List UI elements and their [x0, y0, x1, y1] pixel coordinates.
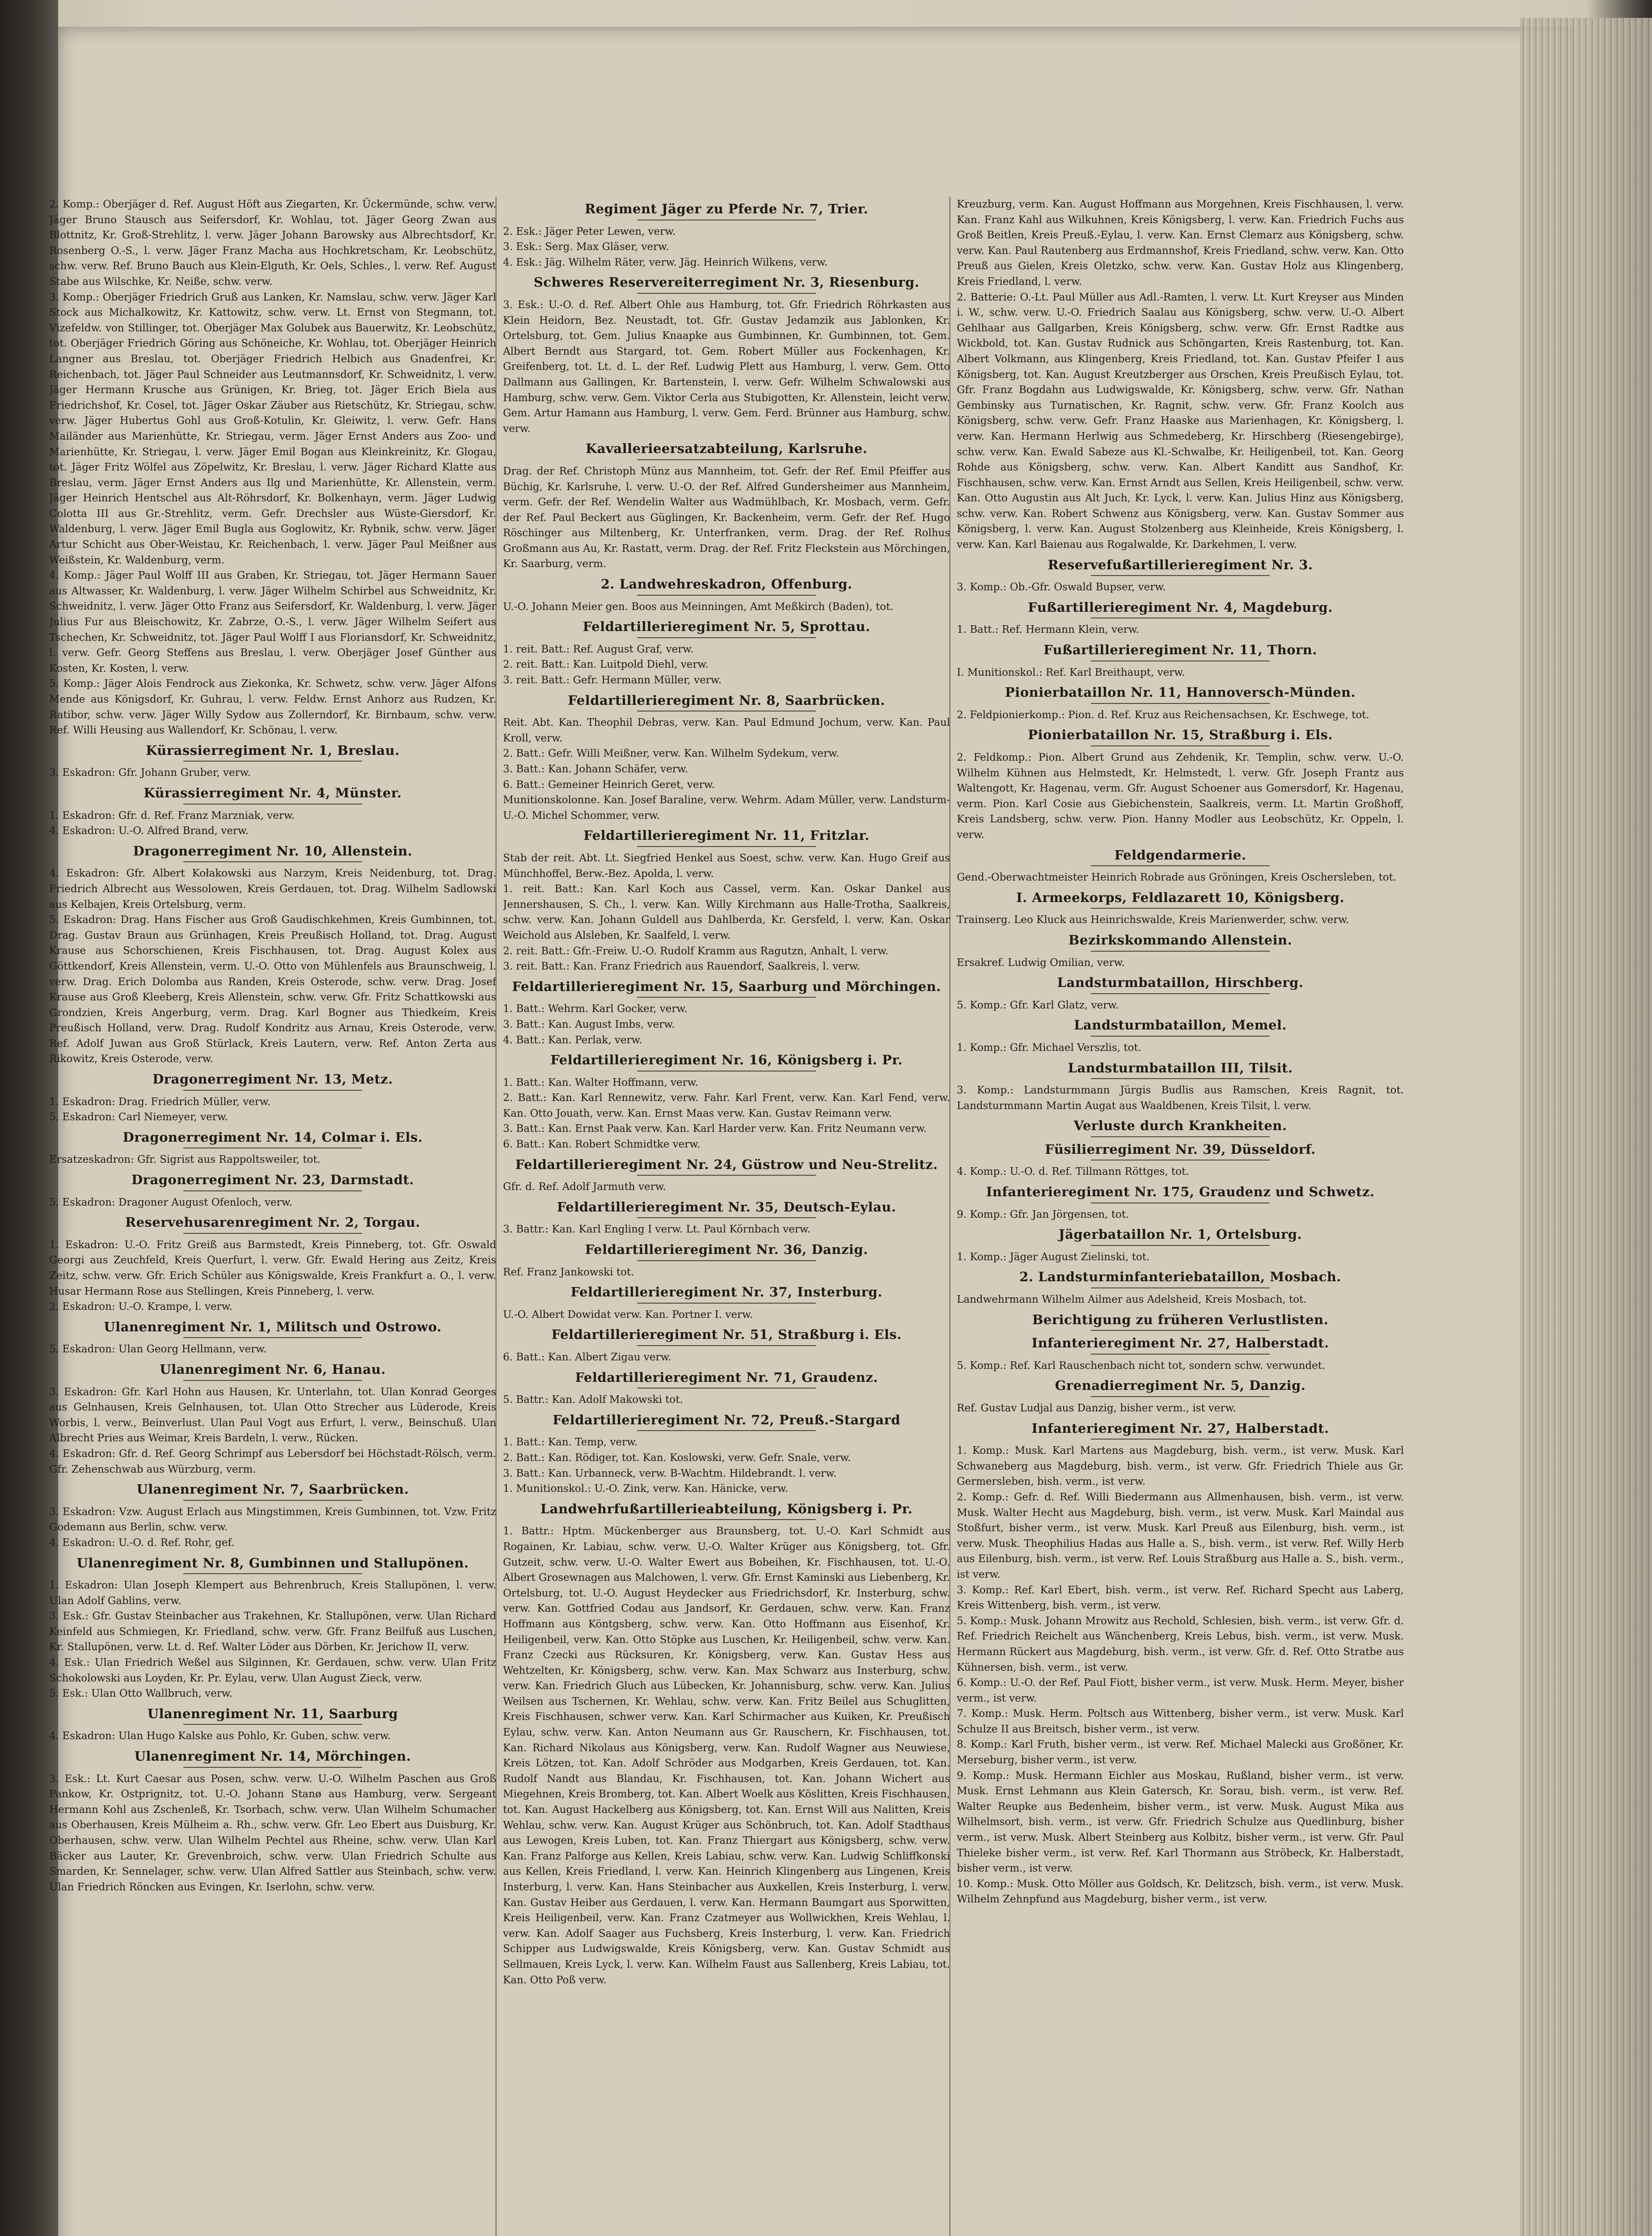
casualty-entry: 5. Komp.: Ref. Karl Rauschenbach nicht tot, sondern schw. verwundet.: [957, 1359, 1326, 1372]
casualty-entry: Gend.-Oberwachtmeister Heinrich Robrade aus Gröningen, Kreis Oschersleben, tot.: [957, 872, 1397, 884]
casualty-entry: 4. Esk.: Ulan Friedrich Weßel aus Silginnen, Kr. Gerdauen, schw. verw. Ulan Fritz Schokolowski aus Loyden, Kr. Pr. Eylau, verw. Ulan August Zieck, verw.: [49, 1657, 496, 1684]
casualty-entry: I. Munitionskol.: Ref. Karl Breithaupt, verw.: [957, 666, 1185, 678]
section-heading: Ulanenregiment Nr. 1, Militsch und Ostrowo.: [104, 1319, 442, 1334]
casualty-entry: 3. reit. Batt.: Gefr. Hermann Müller, verw.: [503, 674, 722, 686]
heading-rule: [183, 1380, 362, 1381]
heading-rule: [1091, 1136, 1270, 1137]
casualty-entry: 2. Batt.: Gefr. Willi Meißner, verw. Kan. Wilhelm Sydekum, verw.: [503, 748, 840, 760]
section-heading: I. Armeekorps, Feldlazarett 10, Königsberg.: [1016, 889, 1345, 905]
casualty-entry: 4. Eskadron: Gfr. d. Ref. Georg Schrimpf aus Lebersdorf bei Höchstadt-Rölsch, verm. Gfr. Zehenschwab aus Würzburg, verm.: [49, 1448, 496, 1475]
section-heading: Kürassierregiment Nr. 1, Breslau.: [146, 742, 400, 758]
heading-rule: [637, 1388, 816, 1389]
casualty-entry: 3. Komp.: Oberjäger Friedrich Gruß aus Lanken, Kr. Namslau, schw. verw. Jäger Karl Stock aus Michalkowitz, Kr. Kattowitz, schw. verw. Lt. Ernst von Stegmann, tot. Vizefeldw. von Stillinger, tot. Oberjäger Max Golubek aus Bauerwitz, Kr. Leobschütz, tot. Oberjäger Friedrich Göring aus Schöneiche, Kr. Wohlau, tot. Oberjäger Heinrich Langner aus Breslau, tot. Oberjäger Friedrich Helbich aus Gnadenfrei, Kr. Reichenbach, tot. Jäger Paul Schneider aus Leutmannsdorf, Kr. Schweidnitz, l. verw. Jäger Hermann Krusche aus Grünigen, Kr. Brieg, tot. Jäger Erich Biela aus Friedrichshof, Kr. Cosel, tot. Jäger Oskar Zäuber aus Rietschütz, Kr. Striegau, schw. verw. Jäger Hubertus Gohl aus Groß-Kotulin, Kr. Gleiwitz, l. verw. Gefr. Hans Mailänder aus Marienhütte, Kr. Striegau, verm. Jäger Ernst Anders aus Zoo- und Marienhütte, Kr. Striegau, l. verw. Jäger Emil Bogan aus Kleinkreinitz, Kr. Glogau, tot. Jäger Fritz Wölfel aus Zöpelwitz, Kr. Breslau, l. verw. Jäger Richard Klatte aus Breslau, verm. Jäger Ernst Anders aus Ilg und Marienhütte, Kr. Allenstein, verm. Jäger Heinrich Hentschel aus Alt-Röhrsdorf, Kr. Bolkenhayn, verm. Jäger Ludwig Colotta III aus Gr.-Strehlitz, verm. Gefr. Drechsler aus Wüste-Giersdorf, Kr. Waldenburg, l. verw. Jäger Emil Bugla aus Goglowitz, Kr. Rybnik, schw. verw. Jäger Artur Schicht aus Ober-Weistau, Kr. Reichenbach, l. verw. Jäger Paul Meißner aus Weißstein, Kr. Waldenburg, verm.: [49, 291, 496, 566]
casualty-entry: 5. Eskadron: Dragoner August Ofenloch, verw.: [49, 1196, 292, 1208]
casualty-entry: 3. Batt.: Kan. August Imbs, verw.: [503, 1018, 675, 1030]
casualty-entry: 1. Komp.: Gfr. Michael Verszlis, tot.: [957, 1042, 1141, 1054]
section-heading: Dragonerregiment Nr. 13, Metz.: [152, 1071, 393, 1087]
heading-rule: [183, 1500, 362, 1501]
casualty-entry: 4. Eskadron: Gfr. Albert Kołakowski aus Narzym, Kreis Neidenburg, tot. Drag. Friedrich Albrecht aus Wessolowen, Kreis Gerdauen, tot. Drag. Wilhelm Sadlowski aus Kelbajen, Kreis Ortelsburg, verm.: [49, 868, 496, 910]
casualty-entry: 1. Eskadron: Drag. Friedrich Müller, verw.: [49, 1096, 271, 1108]
casualty-entry: 2. Komp.: Oberjäger d. Ref. August Höft aus Ziegarten, Kr. Ückermünde, schw. verw. Jäger Bruno Stausch aus Seifersdorf, Kr. Wohlau, tot. Jäger Georg Zwan aus Blottnitz, Kr. Groß-Strehlitz, l. verw. Jäger Johann Barowsky aus Albrechtsdorf, Kr. Rosenberg O.-S., l. verw. Jäger Franz Macha aus Hochkretscham, Kr. Leobschütz, schw. verw. Ref. Bruno Bauch aus Klein-Elguth, Kr. Oels, Schles., l. verw. Ref. August Stabe aus Wilschke, Kr. Neiße, schw. verw.: [49, 199, 496, 288]
section-heading: Feldartillerieregiment Nr. 35, Deutsch-Eylau.: [557, 1199, 896, 1215]
section-heading: Berichtigung zu früheren Verlustlisten.: [1032, 1312, 1329, 1327]
section-heading: Landwehrfußartillerieabteilung, Königsberg i. Pr.: [540, 1501, 913, 1516]
section-heading: Feldartillerieregiment Nr. 24, Güstrow und Neu-Strelitz.: [515, 1156, 938, 1172]
casualty-entry: 3. Battr.: Kan. Karl Engling I verw. Lt. Paul Körnbach verw.: [503, 1224, 811, 1236]
casualty-entry: Ref. Gustav Ludjal aus Danzig, bisher verm., ist verw.: [957, 1402, 1236, 1414]
section-heading: Bezirkskommando Allenstein.: [1068, 932, 1293, 948]
casualty-entry: 4. Eskadron: U.-O. d. Ref. Rohr, gef.: [49, 1537, 235, 1549]
heading-rule: [183, 1233, 362, 1234]
casualty-entry: 1. Batt.: Kan. Temp, verw.: [503, 1436, 638, 1448]
section-heading: Feldartillerieregiment Nr. 72, Preuß.-Stargard: [553, 1412, 900, 1427]
heading-rule: [1091, 1439, 1270, 1440]
section-heading: Ulanenregiment Nr. 7, Saarbrücken.: [136, 1482, 409, 1497]
section-heading: Verluste durch Krankheiten.: [1073, 1118, 1287, 1134]
section-heading: Jägerbataillon Nr. 1, Ortelsburg.: [1058, 1227, 1302, 1242]
heading-rule: [1091, 1036, 1270, 1037]
casualty-entry: Ersatzeskadron: Gfr. Sigrist aus Rappoltsweiler, tot.: [49, 1154, 321, 1166]
casualty-entry: 1. Eskadron: Gfr. d. Ref. Franz Marzniak, verw.: [49, 809, 295, 822]
heading-rule: [637, 293, 816, 294]
casualty-entry: 5. Komp.: Jäger Alois Fendrock aus Ziekonka, Kr. Schwetz, schw. verw. Jäger Alfons Mende aus Königsdorf, Kr. Guhrau, l. verw. Feldw. Ernst Anhorz aus Rudzen, Kr. Ratibor, schw. verw. Jäger Willy Sydow aus Zollerndorf, Kr. Birnbaum, schw. verw. Ref. Willi Heusing aus Wallendorf, Kr. Schönau, l. verw.: [49, 678, 496, 737]
column-middle: [503, 197, 950, 2236]
column-left: [49, 197, 496, 2236]
casualty-entry: Ersakref. Ludwig Omilian, verw.: [957, 957, 1125, 969]
casualty-entry: 6. Komp.: U.-O. der Ref. Paul Fiott, bisher verm., ist verw. Musk. Herm. Meyer, bisher verm., ist verw.: [957, 1677, 1404, 1704]
casualty-entry: 4. Eskadron: Ulan Hugo Kalske aus Pohlo, Kr. Guben, schw. verw.: [49, 1730, 391, 1742]
casualty-entry: 6. Batt.: Kan. Albert Zigau verw.: [503, 1351, 672, 1363]
section-heading: Feldartillerieregiment Nr. 11, Fritzlar.: [583, 828, 870, 843]
casualty-entry: 1. Eskadron: Ulan Joseph Klempert aus Behrenbruch, Kreis Stallupönen, l. verw. Ulan Adolf Gablins, verw.: [49, 1580, 496, 1607]
section-heading: Dragonerregiment Nr. 14, Colmar i. Els.: [123, 1129, 423, 1145]
casualty-entry: 3. Komp.: Ob.-Gfr. Oswald Bupser, verw.: [957, 581, 1166, 593]
casualty-entry: 1. Batt.: Wehrm. Karl Gocker, verw.: [503, 1003, 688, 1015]
casualty-entry: 3. reit. Batt.: Kan. Franz Friedrich aus Rauendorf, Saalkreis, l. verw.: [503, 961, 860, 973]
casualty-entry: 1. Eskadron: U.-O. Fritz Greiß aus Barmstedt, Kreis Pinneberg, tot. Gfr. Oswald Georgi aus Zeuchfeld, Kreis Querfurt, l. verw. Gfr. Ewald Hering aus Zeitz, Kreis Zeitz, schw. verw. Gfr. Erich Schüler aus Königswalde, Kreis Frankfurt a. O., l. verw. Husar Hermann Rose aus Stellingen, Kreis Pinneberg, l. verw.: [49, 1239, 496, 1297]
casualty-entry: 4. Komp.: Jäger Paul Wolff III aus Graben, Kr. Striegau, tot. Jäger Hermann Sauer aus Altwasser, Kr. Waldenburg, l. verw. Jäger Wilhelm Schirbel aus Schweidnitz, Kr. Schweidnitz, l. verw. Jäger Otto Franz aus Seifersdorf, Kr. Waldenburg, l. verw. Jäger Julius Fur aus Bleischowitz, Kr. Zabrze, O.-S., l. verw. Jäger Wilhelm Seifert aus Tschechen, Kr. Schweidnitz, tot. Jäger Paul Wolff I aus Floriansdorf, Kr. Schweidnitz, l. verw. Gefr. Georg Steffens aus Breslau, l. verw. Oberjäger Josef Günther aus Kosten, Kr. Kosten, l. verw.: [49, 570, 496, 674]
heading-rule: [1091, 703, 1270, 704]
heading-rule: [1091, 993, 1270, 994]
section-heading: Feldartillerieregiment Nr. 71, Graudenz.: [575, 1369, 878, 1385]
section-heading: Regiment Jäger zu Pferde Nr. 7, Trier.: [584, 201, 869, 216]
section-heading: Feldartillerieregiment Nr. 36, Danzig.: [585, 1242, 868, 1258]
casualty-entry: 2. Feldkomp.: Pion. Albert Grund aus Zehdenik, Kr. Templin, schw. verw. U.-O. Wilhelm Kühnen aus Helmstedt, Kr. Helmstedt, l. verw. Gfr. Joseph Frantz aus Waltengott, Kr. Hagenau, verm. Gfr. August Schoener aus Gomersdorf, Kr. Hagenau, verm. Pion. Karl Cosie aus Giebichenstein, Saalkreis, verm. Lt. Martin Großhoff, Kreis Landsberg, schw. verw. Pion. Hanny Modler aus Leobschütz, Kr. Oppeln, l. verw.: [957, 752, 1404, 841]
casualty-entry: 3. Komp.: Landsturmmann Jürgis Budlis aus Ramschen, Kreis Ragnit, tot. Landsturmmann Martin Augat aus Waaldbenen, Kreis Tilsit, l. verw.: [957, 1084, 1404, 1112]
section-heading: Reservefußartillerieregiment Nr. 3.: [1048, 557, 1313, 572]
section-heading: Pionierbataillon Nr. 11, Hannoversch-Münden.: [1005, 685, 1356, 700]
casualty-entry: 2. Komp.: Gefr. d. Ref. Willi Biedermann aus Allmenhausen, bish. verm., ist verw. Musk. Walter Hecht aus Magdeburg, bish. verm., ist verw. Musk. Karl Maindal aus Stoßfurt, bisher verm., ist verw. Musk. Karl Preuß aus Eilenburg, bish. verm., ist verw. Musk. Theophilius Hadas aus Halle a. S., bish. verm., ist verw. Ref. Willy Herb aus Eilenburg, bish. verm., ist verw. Ref. Louis Straßburg aus Halle a. S., bish. verm., ist verw.: [957, 1491, 1404, 1580]
heading-rule: [1091, 575, 1270, 576]
casualty-entry: 3. Batt.: Kan. Ernst Paak verw. Kan. Karl Harder verw. Kan. Fritz Neumann verw.: [503, 1123, 927, 1135]
section-heading: Infanterieregiment Nr. 27, Halberstadt.: [1031, 1420, 1329, 1436]
section-heading: Infanterieregiment Nr. 175, Graudenz und Schwetz.: [986, 1184, 1375, 1200]
section-heading: Grenadierregiment Nr. 5, Danzig.: [1055, 1378, 1306, 1393]
section-heading: Landsturmbataillon, Hirschberg.: [1057, 975, 1304, 991]
casualty-entry: U.-O. Albert Dowidat verw. Kan. Portner I. verw.: [503, 1309, 753, 1321]
heading-rule: [183, 1190, 362, 1191]
heading-rule: [183, 1767, 362, 1768]
section-heading: Kavallerieersatzabteilung, Karlsruhe.: [585, 441, 868, 457]
casualty-entry: 10. Komp.: Musk. Otto Möller aus Goldsch, Kr. Delitzsch, bish. verm., ist verw. Musk. Wilhelm Zehnpfund aus Magdeburg, bisher verm., ist verw.: [957, 1878, 1404, 1906]
heading-rule: [637, 1217, 816, 1218]
casualty-entry: 1. Batt.: Kan. Walter Hoffmann, verw.: [503, 1076, 698, 1088]
casualty-entry: 4. Komp.: U.-O. d. Ref. Tillmann Röttges, tot.: [957, 1166, 1189, 1178]
heading-rule: [183, 761, 362, 762]
casualty-entry: 3. Esk.: Serg. Max Gläser, verw.: [503, 241, 669, 253]
heading-rule: [637, 1345, 816, 1346]
section-heading: Dragonerregiment Nr. 10, Allenstein.: [133, 843, 413, 859]
casualty-entry: 2. Batt.: Kan. Karl Rennewitz, verw. Fahr. Karl Frent, verw. Kan. Karl Fend, verw. Kan. Otto Jouath, verw. Kan. Ernst Maas verw. Kan. Gustav Reimann verw.: [503, 1092, 950, 1119]
section-heading: Feldartillerieregiment Nr. 15, Saarburg und Mörchingen.: [512, 978, 941, 994]
heading-rule: [637, 1260, 816, 1261]
casualty-entry: Landwehrmann Wilhelm Ailmer aus Adelsheid, Kreis Mosbach, tot.: [957, 1294, 1307, 1306]
casualty-entry: 5. Komp.: Gfr. Karl Glatz, verw.: [957, 999, 1119, 1011]
casualty-entry: 3. Eskadron: Gfr. Johann Gruber, verw.: [49, 767, 251, 779]
casualty-entry: 3. Eskadron: Gfr. Karl Hohn aus Hausen, Kr. Unterlahn, tot. Ulan Konrad Georges aus Gelnhausen, Kreis Gelnhausen, tot. Ulan Otto Strecher aus Lüderode, Kreis Worbis, l. verw., Beinverlust. Ulan Paul Vogt aus Erfurt, l. verw., Beinschuß. Ulan Albrecht Pries aus Weimar, Kreis Bardeln, l. verw., Rücken.: [49, 1386, 496, 1444]
heading-rule: [183, 1573, 362, 1574]
section-heading: Feldartillerieregiment Nr. 37, Insterburg.: [570, 1284, 883, 1300]
heading-rule: [183, 861, 362, 862]
heading-rule: [183, 1724, 362, 1725]
heading-rule: [637, 1303, 816, 1304]
heading-rule: [1091, 1330, 1270, 1331]
casualty-entry: 3. Esk.: Lt. Kurt Caesar aus Posen, schw. verw. U.-O. Wilhelm Paschen aus Groß Pankow, Kr. Ostprignitz, tot. U.-O. Johann Stanø aus Hamburg, verw. Sergeant Hermann Kohl aus Zschenleß, Kr. Tsorbach, schw. verw. Ulan Wilhelm Schumacher aus Oberhausen, Kreis Mülheim a. Rh., schw. verw. Gfr. Leo Ebert aus Duisburg, Kr. Oberhausen, schw. verw. Ulan Wilhelm Pechtel aus Rheine, schw. verw. Ulan Karl Bäcker aus Lauter, Kr. Grevenbroich, schw. verw. Ulan Friedrich Schulte aus Smarden, Kr. Sennelager, schw. verw. Ulan Alfred Sattler aus Steinbach, schw. verw. Ulan Friedrich Röncken aus Evingen, Kr. Iserlohn, schw. verw.: [49, 1773, 496, 1893]
section-heading: Fußartillerieregiment Nr. 4, Magdeburg.: [1028, 599, 1333, 615]
casualty-entry: 4. Batt.: Kan. Perlak, verw.: [503, 1034, 642, 1046]
section-heading: Kürassierregiment Nr. 4, Münster.: [144, 785, 402, 800]
casualty-entry: Drag. der Ref. Christoph Münz aus Mannheim, tot. Gefr. der Ref. Emil Pfeiffer aus Büchig, Kr. Karlsruhe, l. verw. U.-O. der Ref. Alfred Gundersheimer aus Mannheim, verm. Gefr. der Ref. Wendelin Walter aus Wadmühlbach, Kr. Mosbach, verm. Gefr. der Ref. Paul Beckert aus Güglingen, Kr. Backenheim, verm. Gefr. der Ref. Hugo Röschinger aus Miltenberg, Kr. Unterfranken, verm. Drag. der Ref. Rolhus Großmann aus Au, Kr. Rastatt, verm. Drag. der Ref. Fritz Fleckstein aus Mörchingen, Kr. Saarburg, verm.: [503, 465, 950, 570]
casualty-entry: 9. Komp.: Musk. Hermann Eichler aus Moskau, Rußland, bisher verm., ist verw. Musk. Ernst Lehmann aus Klein Gatersch, Kr. Sorau, bish. verm., ist verw. Ref. Walter Reupke aus Bedenheim, bisher verm., ist verw. Musk. August Mika aus Wilhelmsort, bish. verm., ist verw. Gfr. Friedrich Schulze aus Quedlinburg, bisher verm., ist verw. Musk. Albert Steinberg aus Kolbitz, bisher verm., ist verw. Gfr. Paul Thieleke bisher verm., ist verw. Ref. Karl Thormann aus Ströbeck, Kr. Halberstadt, bisher verm., ist verw.: [957, 1770, 1404, 1875]
casualty-entry: 4. Esk.: Jäg. Wilhelm Räter, verw. Jäg. Heinrich Wilkens, verw.: [503, 256, 828, 268]
heading-rule: [637, 1430, 816, 1431]
section-heading: Pionierbataillon Nr. 15, Straßburg i. Els.: [1028, 727, 1333, 743]
section-heading: Dragonerregiment Nr. 23, Darmstadt.: [131, 1172, 414, 1188]
casualty-entry: 1. Komp.: Musk. Karl Martens aus Magdeburg, bish. verm., ist verw. Musk. Karl Schwaneberg aus Magdeburg, bish. verm., ist verw. Gfr. Friedrich Thiele aus Gr. Germersleben, bish. verm., ist verw.: [957, 1445, 1404, 1488]
casualty-entry: 6. Batt.: Kan. Robert Schmidtke verw.: [503, 1139, 701, 1151]
casualty-entry: 3. Eskadron: Vzw. August Erlach aus Mingstimmen, Kreis Gumbinnen, tot. Vzw. Fritz Godemann aus Berlin, schw. verw.: [49, 1506, 496, 1533]
section-heading: 2. Landsturminfanteriebataillon, Mosbach.: [1019, 1269, 1341, 1285]
casualty-entry: 9. Komp.: Gfr. Jan Jörgensen, tot.: [957, 1208, 1129, 1220]
section-heading: Landsturmbataillon III, Tilsit.: [1068, 1060, 1293, 1076]
casualty-entry: 4. Eskadron: U.-O. Alfred Brand, verw.: [49, 825, 249, 837]
heading-rule: [1091, 865, 1270, 866]
section-heading: Ulanenregiment Nr. 11, Saarburg: [147, 1706, 398, 1721]
casualty-entry: Ref. Franz Jankowski tot.: [503, 1266, 634, 1278]
casualty-entry: 3. Batt.: Kan. Johann Schäfer, verw.: [503, 763, 688, 775]
casualty-entry: 1. Munitionskol.: U.-O. Zink, verw. Kan. Hänicke, verw.: [503, 1483, 788, 1495]
casualty-entry: 3. Batt.: Kan. Urbanneck, verw. B-Wachtm. Hildebrandt. l. verw.: [503, 1467, 837, 1479]
casualty-entry: Gfr. d. Ref. Adolf Jarmuth verw.: [503, 1181, 666, 1193]
casualty-entry: 8. Komp.: Karl Fruth, bisher verm., ist verw. Ref. Michael Malecki aus Großöner, Kr. Merseburg, bisher verm., ist verw.: [957, 1739, 1404, 1766]
section-heading: Feldartillerieregiment Nr. 16, Königsberg i. Pr.: [550, 1052, 903, 1068]
casualty-entry: 5. Battr.: Kan. Adolf Makowski tot.: [503, 1394, 683, 1406]
section-heading: Feldgendarmerie.: [1114, 847, 1246, 863]
heading-rule: [1091, 1396, 1270, 1397]
heading-rule: [637, 846, 816, 847]
section-heading: Füsilierregiment Nr. 39, Düsseldorf.: [1045, 1141, 1316, 1157]
heading-rule: [183, 804, 362, 805]
casualty-entry: 3. Esk.: U.-O. d. Ref. Albert Ohle aus Hamburg, tot. Gfr. Friedrich Röhrkasten aus Klein Heidorn, Bez. Neustadt, tot. Gfr. Gustav Jedamzik aus Jablonken, Kr. Ortelsburg, tot. Gem. Julius Knaapke aus Gumbinnen, Kr. Gumbinnen, tot. Gem. Albert Berndt aus Stargard, tot. Gem. Robert Müller aus Fockenhagen, Kr. Greifenberg, tot. Lt. d. L. der Ref. Ludwig Plett aus Hamburg, l. verw. Gem. Otto Dallmann aus Gallingen, Kr. Bartenstein, l. verw. Gefr. Wilhelm Schwalowski aus Hamburg, schw. verw. Gem. Viktor Cerla aus Stubigotten, Kr. Allenstein, leicht verw. Gem. Artur Hamann aus Hamburg, l. verw. Gem. Ferd. Brünner aus Hamburg, schw. verw.: [503, 299, 950, 435]
heading-rule: [1091, 1354, 1270, 1355]
section-heading: Landsturmbataillon, Memel.: [1073, 1017, 1287, 1033]
page-edges: [1520, 18, 1652, 2236]
heading-rule: [637, 1519, 816, 1520]
casualty-entry: 5. Eskadron: Carl Niemeyer, verw.: [49, 1111, 228, 1123]
casualty-entry: 3. Komp.: Ref. Karl Ebert, bish. verm., ist verw. Ref. Richard Specht aus Laberg, Kreis Wittenberg, bish. verm., ist verw.: [957, 1584, 1404, 1612]
heading-rule: [637, 997, 816, 998]
casualty-entry: 2. Eskadron: U.-O. Krampe, l. verw.: [49, 1301, 232, 1313]
casualty-entry: 6. Batt.: Gemeiner Heinrich Geret, verw.: [503, 779, 715, 791]
heading-rule: [1091, 1287, 1270, 1288]
heading-rule: [1091, 951, 1270, 952]
casualty-entry: 2. Feldpionierkomp.: Pion. d. Ref. Kruz aus Reichensachsen, Kr. Eschwege, tot.: [957, 709, 1369, 721]
casualty-entry: 1. Batt.: Ref. Hermann Klein, verw.: [957, 624, 1139, 636]
casualty-entry: 1. Battr.: Hptm. Mückenberger aus Braunsberg, tot. U.-O. Karl Schmidt aus Rogainen, Kr. Labiau, schw. verw. U.-O. Walter Krüger aus Königsberg, tot. Gfr. Gutzeit, schw. verw. U.-O. Walter Ewert aus Bobeihen, Kr. Fischhausen, tot. U.-O. Albert Grosewnagen aus Malchowen, l. verw. Gfr. Ernst Kaminski aus Liebenberg, Kr. Ortelsburg, tot. U.-O. August Heydecker aus Friedrichsdorf, Kr. Insterburg, schw. verw. Kan. Gottfried Codau aus Jandsorf, Kr. Gerdauen, schw. verw. Kan. Franz Hoffmann aus Köntgsberg, schw. verw. Kan. Otto Hoffmann aus Eisenhof, Kr. Heiligenbeil, verw. Kan. Otto Stöpke aus Luschen, Kr. Heiligenbeil, schw. verw. Kan. Franz Czecki aus Rücksuren, Kr. Königsberg, verw. Kan. Gustav Hess aus Wehtzelten, Kr. Königsberg, schw. verw. Kan. Max Schwarz aus Insterburg, schw. verw. Kan. Friedrich Gluch aus Lübecken, Kr. Johannisburg, schw. verw. Kan. Julius Weilsen aus Tschernen, Kr. Wehlau, schw. verw. Kan. Fritz Beilel aus Schuglitten, Kreis Fischhausen, schwer verw. Kan. Karl Schirmacher aus Kuiken, Kr. Preußisch Eylau, schw. verw. Kan. Anton Neumann aus Gr. Rauschern, Kr. Fischhausen, tot. Kan. Richard Nikolaus aus Königsberg, verw. Kan. Rudolf Wagner aus Neuwiese, Kreis Lötzen, tot. Kan. Adolf Schröder aus Modgarben, Kreis Gerdauen, tot. Kan. Rudolf Nandt aus Blandau, Kr. Fischhausen, tot. Kan. Johann Wichert aus Miegehnen, Kreis Bromberg, tot. Kan. Albert Woelk aus Köslitten, Kreis Fischhausen, tot. Kan. August Hackelberg aus Königsberg, tot. Kan. Ernst Will aus Nalitten, Kreis Wehlau, schw. verw. Kan. August Krüger aus Schönbruch, tot. Kan. Adolf Stadthaus aus Lewogen, Kreis Luben, tot. Kan. Franz Thiergart aus Königsberg, schw. verw. Kan. Franz Palforge aus Kellen, Kreis Labiau, schw. verw. Kan. Ludwig Schliffkonski aus Kellen, Kreis Friedland, l. verw. Kan. Heinrich Klingenberg aus Lingenen, Kreis Insterburg, l. verw. Kan. Hans Steinbacher aus Auxkellen, Kreis Insterburg, l. verw. Kan. Gustav Heiber aus Gerdauen, l. verw. Kan. Hermann Baumgart aus Sporwitten, Kreis Heiligenbeil, verw. Kan. Franz Czatmeyer aus Wollwickhen, Kreis Wehlau, l. verw. Kan. Adolf Saager aus Fuchsberg, Kreis Insterburg, l. verw. Kan. Friedrich Schipper aus Ludwigswalde, Kreis Königsberg, verw. Kan. Gustav Schmidt aus Sellmauen, Kreis Lyck, l. verw. Kan. Wilhelm Faust aus Sallenberg, Kreis Labiau, tot. Kan. Otto Poß verw.: [503, 1525, 950, 1986]
section-heading: Ulanenregiment Nr. 8, Gumbinnen und Stallupönen.: [76, 1555, 469, 1571]
casualty-entry: 3. Esk.: Gfr. Gustav Steinbacher aus Trakehnen, Kr. Stallupönen, verw. Ulan Richard Keinfeld aus Schmiegen, Kr. Friedland, schw. verw. Gfr. Franz Beilfuß aus Luschen, Kr. Stallupönen, verw. Lt. d. Ref. Walter Löder aus Dörben, Kr. Jerichow II, verw.: [49, 1610, 496, 1653]
casualty-entry: 1. reit. Batt.: Ref. August Graf, verw.: [503, 643, 694, 655]
heading-rule: [183, 1337, 362, 1338]
casualty-entry: 1. reit. Batt.: Kan. Karl Koch aus Cassel, verm. Kan. Oskar Dankel aus Jennershausen, S. Ch., l. verw. Kan. Willy Kirchmann aus Halle-Trotha, Saalkreis, schw. verw. Kan. Johann Guldell aus Dahlberda, Kr. Gersfeld, l. verw. Kan. Oskar Weichold aus Alsleben, Kr. Saalfeld, l. verw.: [503, 883, 950, 941]
section-heading: Infanterieregiment Nr. 27, Halberstadt.: [1031, 1335, 1329, 1351]
casualty-entry: 2. reit. Batt.: Gfr.-Freiw. U.-O. Rudolf Kramm aus Ragutzn, Anhalt, l. verw.: [503, 945, 889, 957]
casualty-entry: 5. Eskadron: Ulan Georg Hellmann, verw.: [49, 1343, 267, 1355]
casualty-entry: 5. Eskadron: Drag. Hans Fischer aus Groß Gaudischkehmen, Kreis Gumbinnen, tot. Drag. Gustav Braun aus Grünhagen, Kreis Preußisch Holland, tot. Drag. August Krause aus Schorschienen, Kreis Fischhausen, tot. Drag. August Kolex aus Göttkendorf, Kreis Allenstein, verm. U.-O. Otto von Mühlenfels aus Braunschweig, l. verw. Drag. Erich Dolomba aus Randen, Kreis Osterode, schw. verw. Drag. Josef Krause aus Groß Kleeberg, Kreis Allenstein, schw. verw. Gfr. Fritz Schattkowski aus Grondzien, Kreis Angerburg, verm. Drag. Karl Bogner aus Thiedkeim, Kreis Preußisch Holland, verw. Drag. Rudolf Kondritz aus Arnau, Kreis Osterode, verw. Ref. Adolf Juwan aus Groß Stürlack, Kreis Lautern, verw. Ref. Anton Zerta aus Rikowitz, Kreis Osterode, verw.: [49, 914, 496, 1065]
section-heading: Schweres Reservereiterregiment Nr. 3, Riesenburg.: [533, 275, 920, 290]
column-right: [957, 197, 1404, 2236]
section-heading: Feldartillerieregiment Nr. 51, Straßburg i. Els.: [551, 1327, 902, 1342]
heading-rule: [637, 595, 816, 596]
casualty-entry: U.-O. Johann Meier gen. Boos aus Meinningen, Amt Meßkirch (Baden), tot.: [503, 601, 894, 613]
heading-rule: [637, 1175, 816, 1176]
casualty-entry: 5. Esk.: Ulan Otto Wallbruch, verw.: [49, 1688, 233, 1700]
casualty-entry: Reit. Abt. Kan. Theophil Debras, verw. Kan. Paul Edmund Jochum, verw. Kan. Paul Kroll, verw.: [503, 717, 950, 744]
heading-rule: [1091, 1245, 1270, 1246]
casualty-entry: 7. Komp.: Musk. Herm. Poltsch aus Wittenberg, bisher verm., ist verw. Musk. Karl Schulze II aus Breitsch, bisher verm., ist verw.: [957, 1708, 1404, 1735]
section-heading: Ulanenregiment Nr. 6, Hanau.: [160, 1361, 386, 1377]
section-heading: Feldartillerieregiment Nr. 8, Saarbrücken.: [568, 692, 885, 708]
heading-rule: [1091, 1078, 1270, 1079]
section-heading: 2. Landwehreskadron, Offenburg.: [600, 576, 853, 592]
section-heading: Ulanenregiment Nr. 14, Mörchingen.: [134, 1749, 411, 1764]
casualty-entry: 2. Esk.: Jäger Peter Lewen, verw.: [503, 225, 676, 237]
casualty-entry: Munitionskolonne. Kan. Josef Baraline, verw. Wehrm. Adam Müller, verw. Landsturm-U.-O. Michel Schommer, verw.: [503, 794, 950, 822]
section-heading: Feldartillerieregiment Nr. 5, Sprottau.: [583, 619, 870, 635]
heading-rule: [1091, 908, 1270, 909]
section-heading: Reservehusarenregiment Nr. 2, Torgau.: [125, 1215, 421, 1230]
casualty-entry: 1. Komp.: Jäger August Zielinski, tot.: [957, 1251, 1150, 1263]
heading-rule: [183, 1090, 362, 1091]
section-heading: Fußartillerieregiment Nr. 11, Thorn.: [1044, 642, 1317, 658]
heading-rule: [637, 637, 816, 638]
casualty-entry: 5. Komp.: Musk. Johann Mrowitz aus Rechold, Schlesien, bish. verm., ist verw. Gfr. d. Ref. Friedrich Reichelt aus Wänchenberg, Kreis Lebus, bish. verm., ist verw. Musk. Hermann Rückert aus Magdeburg, bish. verm., ist verw. Gfr. d. Ref. Otto Stratbe aus Kühnersen, bish. verm., ist verw.: [957, 1615, 1404, 1673]
heading-rule: [637, 459, 816, 460]
casualty-entry: 2. reit. Batt.: Kan. Luitpold Diehl, verw.: [503, 659, 709, 671]
heading-rule: [1091, 745, 1270, 746]
casualty-entry: Stab der reit. Abt. Lt. Siegfried Henkel aus Soest, schw. verw. Kan. Hugo Greif aus Münchhoffel, Berw.-Bez. Apolda, l. verw.: [503, 852, 950, 880]
casualty-entry: Kreuzburg, verm. Kan. August Hoffmann aus Morgehnen, Kreis Fischhausen, l. verw. Kan. Franz Kahl aus Wilkuhnen, Kreis Königsberg, l. verw. Kan. Friedrich Fuchs aus Groß Beitlen, Kreis Preuß.-Eylau, l. verw. Kan. Ernst Clemarz aus Königsberg, schw. verw. Kan. Paul Rautenberg aus Erdmannshof, Kreis Friedland, schw. verw. Kan. Otto Preuß aus Gielen, Kreis Oletzko, schw. verw. Kan. Gustav Holz aus Klingenberg, Kreis Friedland, l. verw.: [957, 199, 1404, 288]
casualty-entry: 2. Batterie: O.-Lt. Paul Müller aus Adl.-Ramten, l. verw. Lt. Kurt Kreyser aus Minden i. W., schw. verw. U.-O. Friedrich Saalau aus Königsberg, schw. verw. U.-O. Albert Gehlhaar aus Gallgarben, Kreis Königsberg, schw. verw. Gfr. Ernst Radtke aus Wickbold, tot. Kan. Gustav Rudnick aus Schöngarten, Kreis Rastenburg, tot. Kan. Albert Volkmann, aus Klingenberg, Kreis Friedland, tot. Kan. Gustav Pfeifer I aus Königsberg, tot. Kan. August Kreutzberger aus Orschen, Kreis Preußisch Eylau, tot. Gfr. Franz Bogdahn aus Ludwigswalde, Kr. Königsberg, schw. verw. Gfr. Nathan Gembinsky aus Turnatischen, Kr. Ragnit, schw. verw. Gfr. Franz Koolch aus Königsberg, schw. verw. Gefr. Franz Haaske aus Marienhagen, Kr. Königsberg, l. verw. Kan. Hermann Herlwig aus Schmedeberg, Kr. Hirschberg (Riesengebirge), schw. verw. Kan. Ewald Sabeze aus Kl.-Schwalbe, Kr. Heiligenbeil, tot. Kan. Georg Rohde aus Königsberg, schw. verw. Kan. Albert Kanditt aus Sandhof, Kr. Fischhausen, schw. verw. Kan. Ernst Arndt aus Sellen, Kreis Heiligenbeil, schw. verw. Kan. Otto Augustin aus Alt Juch, Kr. Lyck, l. verw. Kan. Julius Hinz aus Königsberg, schw. verw. Kan. Robert Schwenz aus Königsberg, verw. Kan. Gustav Sommer aus Königsberg, l. verw. Kan. August Stolzenberg aus Kleinheide, Kreis Königsberg, l. verw. Kan. Karl Baienau aus Rogalwalde, Kr. Darkehmen, l. verw.: [957, 291, 1404, 551]
casualty-entry: Trainserg. Leo Kluck aus Heinrichswalde, Kreis Marienwerder, schw. verw.: [957, 914, 1349, 926]
casualty-entry: 2. Batt.: Kan. Rödiger, tot. Kan. Koslowski, verw. Gefr. Snale, verw.: [503, 1452, 851, 1464]
